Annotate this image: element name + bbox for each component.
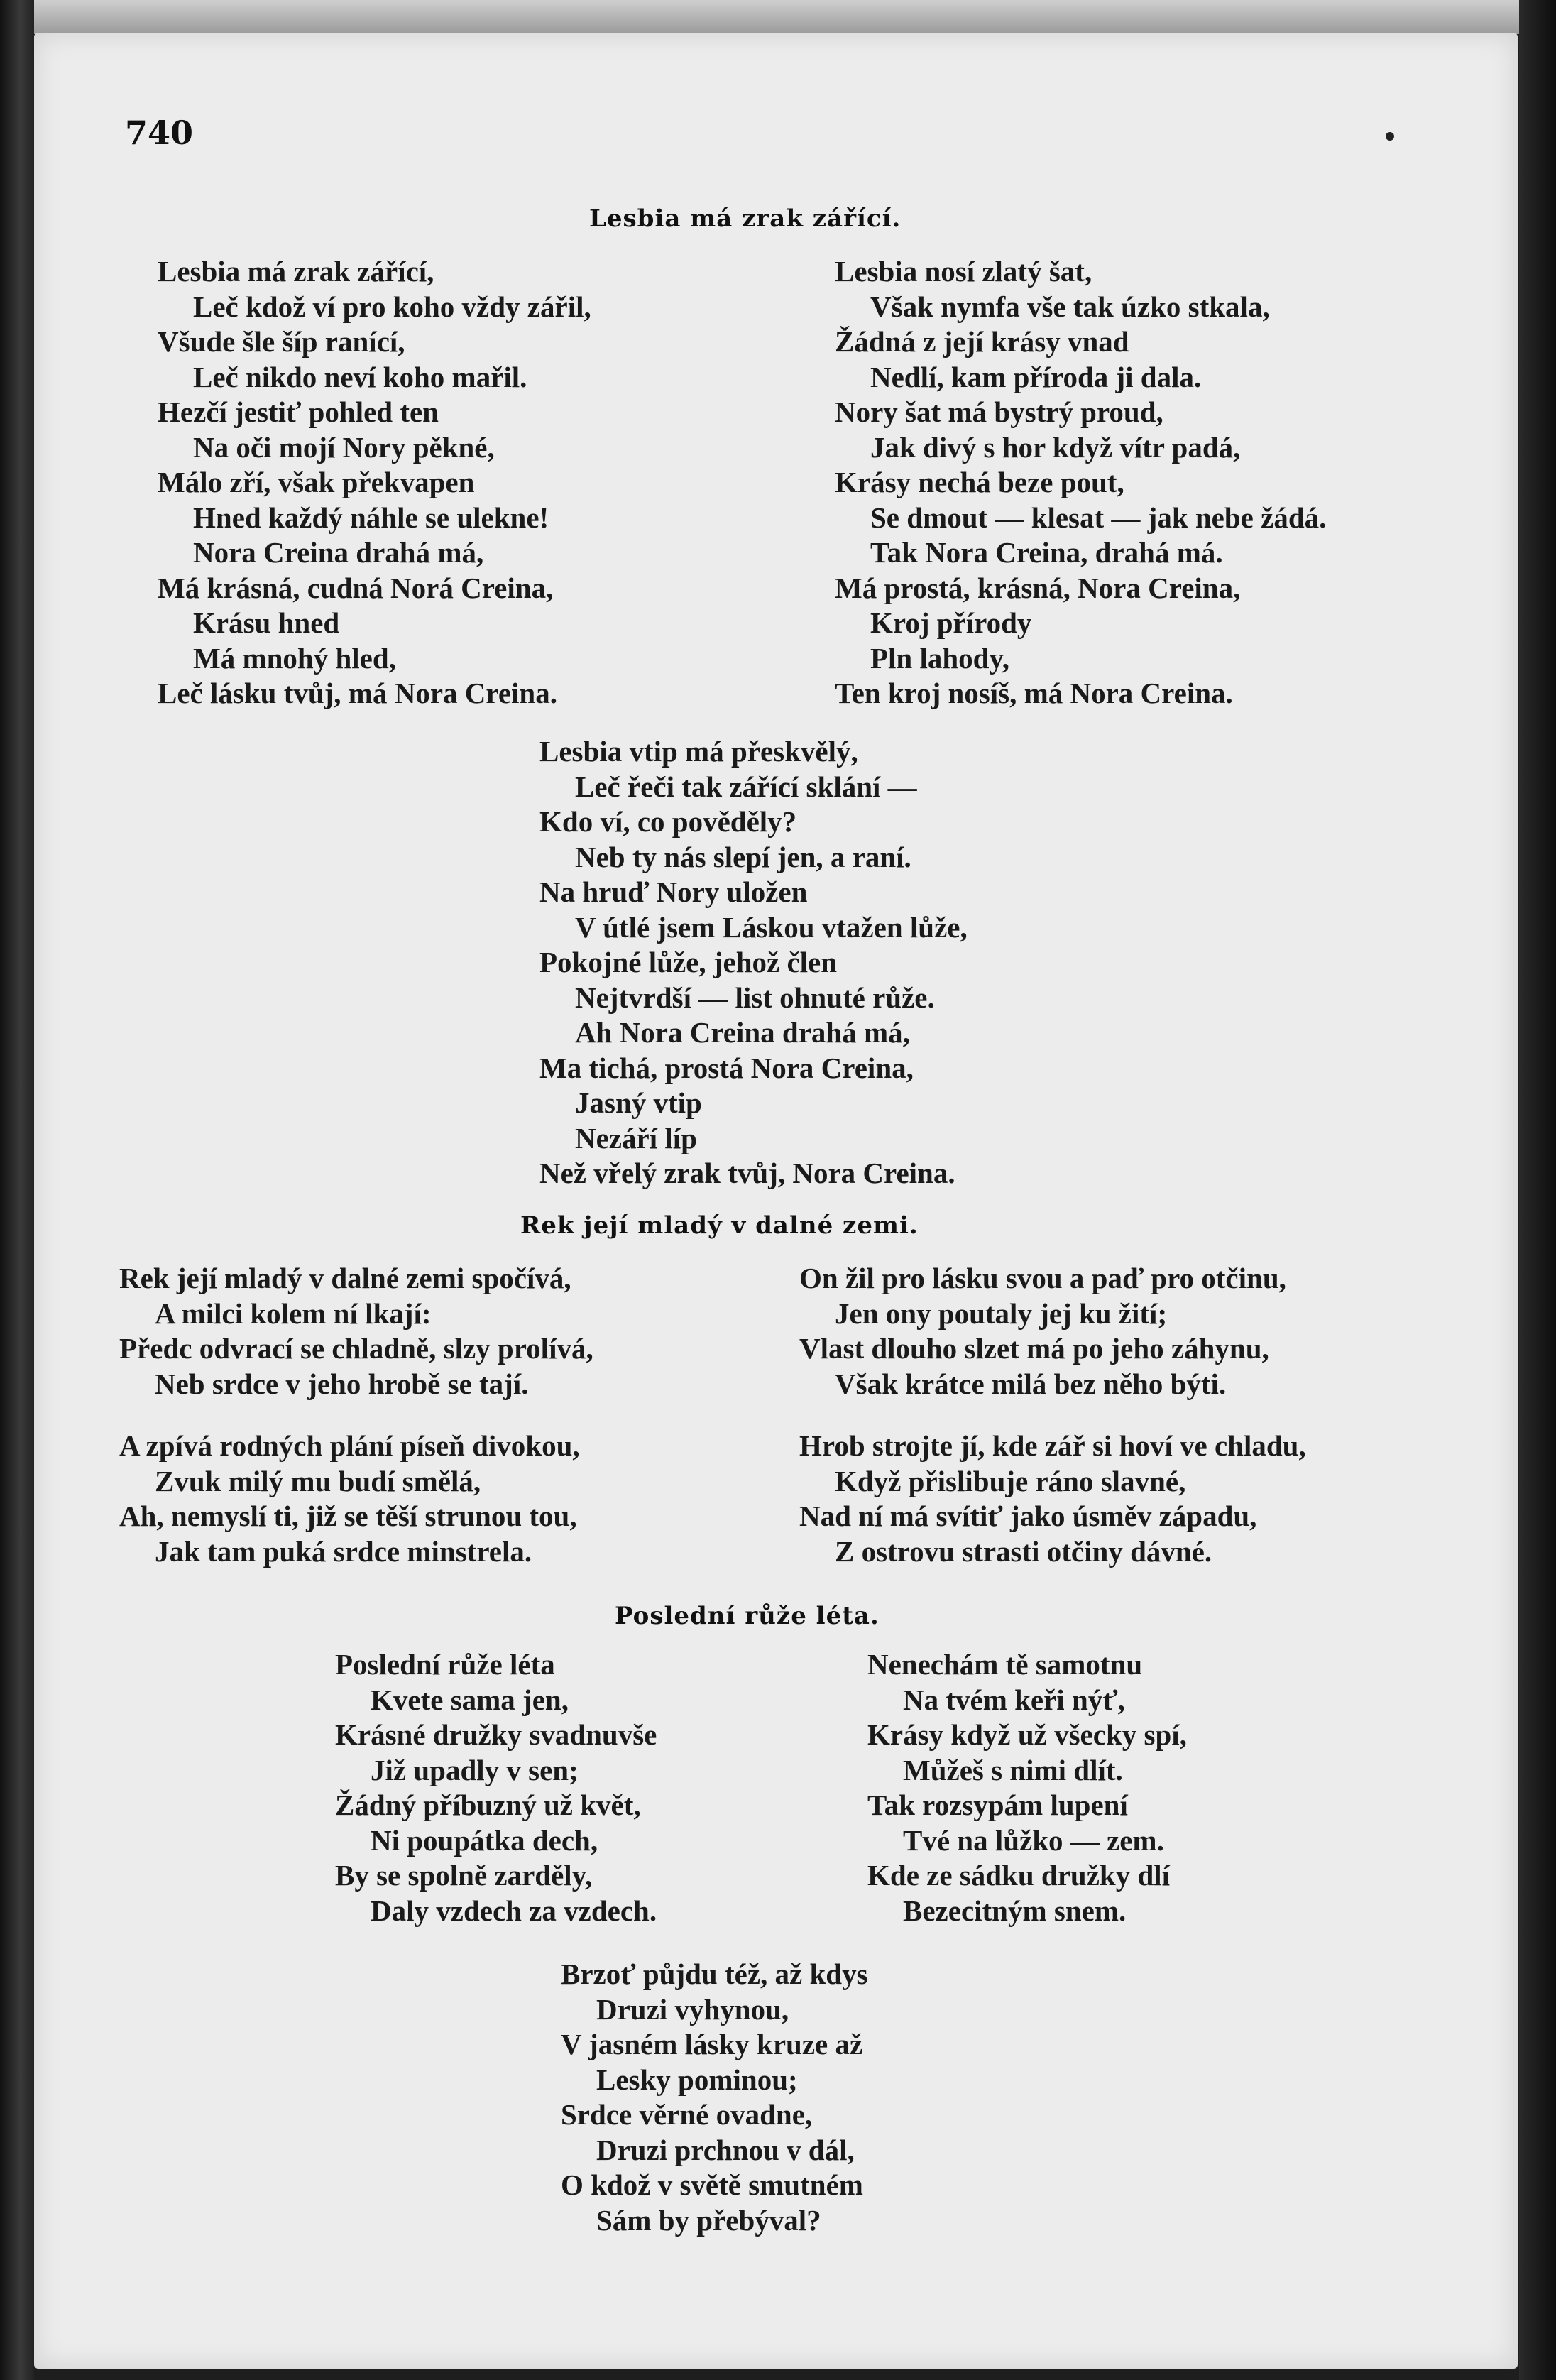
poem-line: Na hruď Nory uložen bbox=[539, 875, 808, 908]
poem-line: Hrob strojte jí, kde zář si hoví ve chladu, bbox=[799, 1429, 1306, 1462]
poem-line: Ma tichá, prostá Nora Creina, bbox=[539, 1051, 914, 1084]
poem-line: Ni poupátka dech, bbox=[371, 1823, 598, 1857]
poem-line: Lesky pominou; bbox=[596, 2063, 798, 2096]
poem-title-rek: Rek její mladý v dalné zemi. bbox=[520, 1211, 919, 1240]
poem-line: Než vřelý zrak tvůj, Nora Creina. bbox=[539, 1157, 955, 1189]
poem-line: Můžeš s nimi dlít. bbox=[903, 1753, 1123, 1786]
poem-line: Nad ní má svítiť jako úsměv západu, bbox=[799, 1500, 1257, 1532]
poem-line: Předc odvrací se chladně, slzy prolívá, bbox=[119, 1332, 593, 1365]
scan-border-top bbox=[0, 0, 1556, 34]
poem-line: Má mnohý hled, bbox=[193, 641, 396, 675]
poem-line: Kroj přírody bbox=[870, 606, 1032, 639]
poem-line: Vlast dlouho slzet má po jeho záhynu, bbox=[799, 1332, 1269, 1365]
poem-line: Kvete sama jen, bbox=[371, 1683, 569, 1716]
stanza-rek-4 bbox=[799, 1429, 1306, 1569]
poem-line: Kde ze sádku družky dlí bbox=[867, 1859, 1171, 1892]
poem-line: Nejtvrdší — list ohnuté růže. bbox=[575, 981, 935, 1014]
poem-line: Když přislibuje ráno slavné, bbox=[835, 1464, 1186, 1497]
ink-dot bbox=[1386, 132, 1394, 141]
poem-line: Nezáří líp bbox=[575, 1121, 697, 1154]
poem-line: Jak tam puká srdce minstrela. bbox=[155, 1534, 532, 1568]
poem-line: Bezecitným snem. bbox=[903, 1894, 1127, 1927]
poem-line: Málo zří, však překvapen bbox=[158, 466, 475, 498]
poem-line: Však krátce milá bez něho býti. bbox=[835, 1367, 1227, 1400]
poem-line: Lesbia nosí zlatý šat, bbox=[835, 255, 1092, 288]
poem-line: Již upadly v sen; bbox=[371, 1753, 579, 1786]
stanza-posledni-3 bbox=[561, 1957, 868, 2238]
poem-line: Pln lahody, bbox=[870, 641, 1009, 675]
poem-line: Leč kdož ví pro koho vždy zářil, bbox=[193, 290, 591, 323]
poem-line: Se dmout — klesat — jak nebe žádá. bbox=[870, 501, 1327, 534]
poem-line: Hezčí jestiť pohled ten bbox=[158, 395, 439, 428]
poem-line: Zvuk milý mu budí smělá, bbox=[155, 1464, 481, 1497]
stanza-posledni-2 bbox=[867, 1647, 1187, 1928]
poem-line: Rek její mladý v dalné zemi spočívá, bbox=[119, 1262, 571, 1294]
poem-line: Tak Nora Creina, drahá má. bbox=[870, 536, 1223, 569]
poem-line: Sám by přebýval? bbox=[596, 2203, 821, 2237]
poem-line: Pokojné lůže, jehož člen bbox=[539, 946, 838, 978]
poem-line: Tak rozsypám lupení bbox=[867, 1789, 1128, 1821]
stanza-lesbia-3 bbox=[539, 734, 968, 1191]
poem-line: Na oči mojí Nory pěkné, bbox=[193, 430, 495, 464]
stanza-lesbia-1 bbox=[158, 254, 591, 711]
stanza-rek-3 bbox=[799, 1261, 1286, 1402]
poem-line: Krásu hned bbox=[193, 606, 340, 639]
stanza-posledni-1 bbox=[335, 1647, 657, 1928]
poem-line: Krásy když už všecky spí, bbox=[867, 1718, 1187, 1751]
poem-title-posledni: Poslední růže léta. bbox=[615, 1602, 880, 1630]
poem-line: Lesbia má zrak zářící, bbox=[158, 255, 434, 288]
poem-line: Srdce věrné ovadne, bbox=[561, 2098, 813, 2131]
poem-line: Jen ony poutaly jej ku žití; bbox=[835, 1297, 1168, 1330]
poem-line: Nory šat má bystrý proud, bbox=[835, 395, 1163, 428]
stanza-lesbia-2 bbox=[835, 254, 1326, 711]
poem-line: Nora Creina drahá má, bbox=[193, 536, 484, 569]
stanza-rek-2 bbox=[119, 1429, 580, 1569]
poem-line: Nedlí, kam příroda ji dala. bbox=[870, 360, 1202, 393]
poem-line: By se spolně zarděly, bbox=[335, 1859, 593, 1892]
poem-line: O kdož v světě smutném bbox=[561, 2168, 863, 2201]
poem-line: Jasný vtip bbox=[575, 1086, 702, 1119]
poem-line: Druzi prchnou v dál, bbox=[596, 2133, 855, 2166]
poem-line: Leč řeči tak zářící sklání — bbox=[575, 770, 917, 803]
poem-line: Leč nikdo neví koho mařil. bbox=[193, 360, 527, 393]
poem-line: Brzoť půjdu též, až kdys bbox=[561, 1958, 868, 1990]
poem-line: On žil pro lásku svou a paď pro otčinu, bbox=[799, 1262, 1286, 1294]
page-number: 740 bbox=[125, 114, 194, 152]
poem-line: Žádný příbuzný už květ, bbox=[335, 1789, 641, 1821]
poem-line: Leč lásku tvůj, má Nora Creina. bbox=[158, 677, 557, 709]
poem-line: Hned každý náhle se ulekne! bbox=[193, 501, 549, 534]
poem-line: Všude šle šíp ranící, bbox=[158, 325, 405, 358]
poem-line: Z ostrovu strasti otčiny dávné. bbox=[835, 1534, 1212, 1568]
poem-line: Má prostá, krásná, Nora Creina, bbox=[835, 571, 1241, 604]
poem-line: Nenechám tě samotnu bbox=[867, 1648, 1143, 1681]
poem-line: Ah, nemyslí ti, již se těší strunou tou, bbox=[119, 1500, 577, 1532]
poem-line: Na tvém keři nýť, bbox=[903, 1683, 1125, 1716]
poem-line: Neb srdce v jeho hrobě se tají. bbox=[155, 1367, 529, 1400]
poem-line: Žádná z její krásy vnad bbox=[835, 325, 1129, 358]
poem-line: Kdo ví, co pověděly? bbox=[539, 805, 797, 838]
scan-border-left bbox=[0, 0, 34, 2380]
poem-line: Daly vzdech za vzdech. bbox=[371, 1894, 657, 1927]
poem-line: Druzi vyhynou, bbox=[596, 1992, 789, 2026]
poem-line: Ah Nora Creina drahá má, bbox=[575, 1016, 910, 1049]
poem-line: V útlé jsem Láskou vtažen lůže, bbox=[575, 910, 968, 944]
poem-line: Krásy nechá beze pout, bbox=[835, 466, 1124, 498]
poem-line: Neb ty nás slepí jen, a raní. bbox=[575, 840, 911, 873]
poem-line: Má krásná, cudná Norá Creina, bbox=[158, 571, 554, 604]
poem-line: Lesbia vtip má přeskvělý, bbox=[539, 735, 858, 768]
scan-border-right bbox=[1519, 0, 1556, 2380]
poem-line: V jasném lásky kruze až bbox=[561, 2028, 863, 2060]
stanza-rek-1 bbox=[119, 1261, 593, 1402]
poem-line: Tvé na lůžko — zem. bbox=[903, 1823, 1164, 1857]
poem-line: Poslední růže léta bbox=[335, 1648, 555, 1681]
poem-line: Ten kroj nosíš, má Nora Creina. bbox=[835, 677, 1233, 709]
poem-line: A zpívá rodných plání píseň divokou, bbox=[119, 1429, 580, 1462]
poem-line: Jak divý s hor když vítr padá, bbox=[870, 430, 1241, 464]
poem-title-lesbia: Lesbia má zrak zářící. bbox=[589, 204, 902, 233]
poem-line: Však nymfa vše tak úzko stkala, bbox=[870, 290, 1270, 323]
poem-line: A milci kolem ní lkají: bbox=[155, 1297, 432, 1330]
poem-line: Krásné družky svadnuvše bbox=[335, 1718, 657, 1751]
